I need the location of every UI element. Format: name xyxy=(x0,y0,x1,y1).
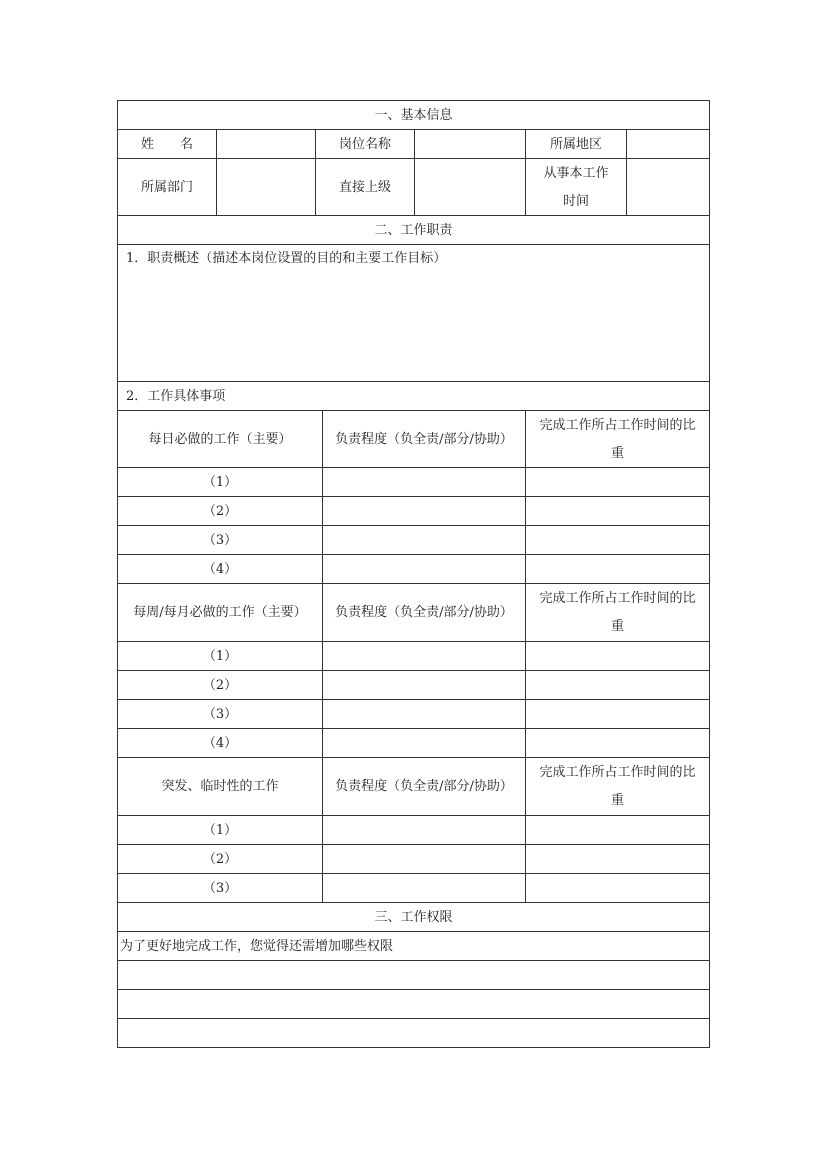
authority-question: 为了更好地完成工作，您觉得还需增加哪些权限 xyxy=(120,938,394,954)
resp-header-cell xyxy=(322,411,525,468)
table-row xyxy=(117,728,710,758)
items-label-row xyxy=(117,381,710,411)
resp-header: 负责程度（负全责/部分/协助） xyxy=(335,779,513,794)
ratio-header: 完成工作所占工作时间的比重 xyxy=(539,591,696,634)
daily-header-row xyxy=(117,410,710,468)
table-row xyxy=(117,641,710,671)
item-number: （3） xyxy=(202,880,238,896)
weekly-header-cell xyxy=(118,584,322,642)
table-row xyxy=(117,844,710,874)
ratio-field[interactable] xyxy=(525,555,709,584)
position-label: 岗位名称 xyxy=(315,130,414,159)
resp-field[interactable] xyxy=(322,671,525,700)
authority-answer-line[interactable] xyxy=(117,989,710,1019)
ratio-field[interactable] xyxy=(525,671,709,700)
table-row xyxy=(117,815,710,845)
ratio-field[interactable] xyxy=(525,642,709,671)
resp-field[interactable] xyxy=(322,845,525,874)
ratio-header-cell xyxy=(525,411,709,468)
dept-label: 所属部门 xyxy=(140,179,193,195)
tenure-field[interactable] xyxy=(626,159,709,216)
resp-field[interactable] xyxy=(322,729,525,758)
summary-row xyxy=(117,244,710,382)
region-field[interactable] xyxy=(626,130,709,159)
item-number: （1） xyxy=(202,474,238,490)
table-row xyxy=(117,670,710,700)
tenure-label-cell xyxy=(525,159,626,216)
ratio-field[interactable] xyxy=(525,497,709,526)
item-number: （4） xyxy=(202,735,238,751)
ratio-field[interactable] xyxy=(525,526,709,555)
table-row xyxy=(117,525,710,555)
ratio-header: 完成工作所占工作时间的比重 xyxy=(539,765,696,808)
resp-field[interactable] xyxy=(322,468,525,497)
ratio-field[interactable] xyxy=(525,874,709,903)
item-number: （2） xyxy=(202,503,238,519)
item-number: （3） xyxy=(202,706,238,722)
weekly-header: 每周/每月必做的工作（主要） xyxy=(133,605,307,620)
section-title: 一、基本信息 xyxy=(374,107,453,123)
item-number: （3） xyxy=(202,532,238,548)
dept-field[interactable] xyxy=(216,159,315,216)
ratio-field[interactable] xyxy=(525,816,709,845)
supervisor-label: 直接上级 xyxy=(315,159,414,216)
table-row xyxy=(117,554,710,584)
position-field[interactable] xyxy=(414,130,525,159)
ratio-header-cell xyxy=(525,758,709,816)
supervisor-field[interactable] xyxy=(414,159,525,216)
item-number: （2） xyxy=(202,851,238,867)
section-basic-info-header xyxy=(117,100,710,130)
resp-header-cell xyxy=(322,584,525,642)
ratio-field[interactable] xyxy=(525,700,709,729)
name-field[interactable] xyxy=(216,130,315,159)
authority-question-row xyxy=(117,931,710,961)
section-title: 二、工作职责 xyxy=(374,222,453,238)
resp-field[interactable] xyxy=(322,642,525,671)
region-label: 所属地区 xyxy=(525,130,626,159)
daily-header: 每日必做的工作（主要） xyxy=(148,431,292,447)
table-row xyxy=(117,496,710,526)
resp-field[interactable] xyxy=(322,526,525,555)
basic-info-row-2 xyxy=(117,158,710,216)
basic-info-row-1 xyxy=(117,129,710,159)
item-number: （2） xyxy=(202,677,238,693)
ratio-field[interactable] xyxy=(525,468,709,497)
table-bottom-border xyxy=(117,1047,710,1048)
resp-field[interactable] xyxy=(322,700,525,729)
authority-answer-line[interactable] xyxy=(117,960,710,990)
section-title: 三、工作权限 xyxy=(374,909,453,925)
ratio-header-cell xyxy=(525,584,709,642)
table-row xyxy=(117,699,710,729)
weekly-header-row xyxy=(117,583,710,642)
table-row xyxy=(117,873,710,903)
ratio-header: 完成工作所占工作时间的比重 xyxy=(539,417,696,461)
resp-field[interactable] xyxy=(322,874,525,903)
authority-answer-line[interactable] xyxy=(117,1018,710,1048)
resp-header: 负责程度（负全责/部分/协助） xyxy=(335,605,513,620)
ratio-field[interactable] xyxy=(525,729,709,758)
resp-header-cell xyxy=(322,758,525,816)
section-duties-header xyxy=(117,215,710,245)
resp-field[interactable] xyxy=(322,555,525,584)
name-label: 姓 名 xyxy=(140,136,193,152)
items-label: 2．工作具体事项 xyxy=(126,388,226,404)
item-number: （4） xyxy=(202,561,238,577)
tenure-label: 从事本工作时间 xyxy=(543,165,609,209)
resp-field[interactable] xyxy=(322,497,525,526)
ratio-field[interactable] xyxy=(525,845,709,874)
item-number: （1） xyxy=(202,822,238,838)
section-authority-header xyxy=(117,902,710,932)
adhoc-header: 突发、临时性的工作 xyxy=(161,779,279,794)
table-row xyxy=(117,467,710,497)
adhoc-header-row xyxy=(117,757,710,816)
item-number: （1） xyxy=(202,648,238,664)
resp-field[interactable] xyxy=(322,816,525,845)
resp-header: 负责程度（负全责/部分/协助） xyxy=(335,431,513,447)
summary-label[interactable]: 1．职责概述（描述本岗位设置的目的和主要工作目标） xyxy=(126,251,447,266)
